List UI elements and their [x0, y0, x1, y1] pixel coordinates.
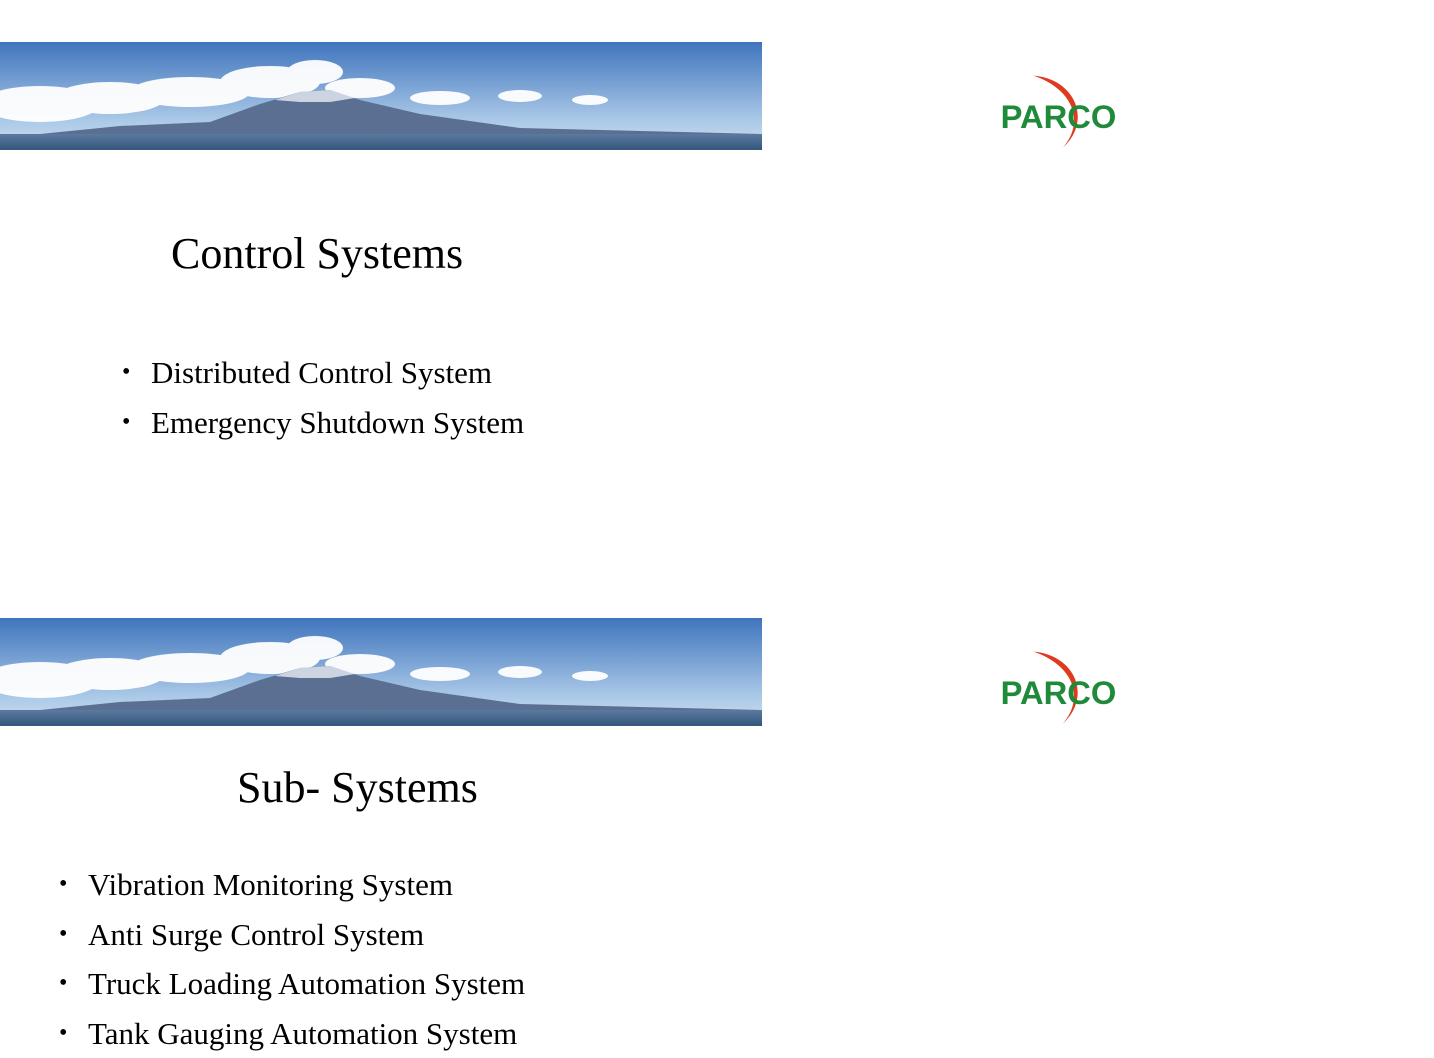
bullet-icon: • [122, 398, 130, 448]
bullet-icon: • [59, 860, 67, 910]
bullet-text: Distributed Control System [151, 355, 492, 390]
parco-logo [672, 56, 744, 122]
svg-text:PARCO: PARCO [1001, 674, 1117, 711]
bullet-item [122, 348, 524, 398]
bullet-item [59, 860, 525, 910]
slide-control-systems [0, 0, 768, 576]
bullet-list [59, 860, 525, 1058]
mountain-landscape-image [0, 42, 762, 150]
bullet-item [122, 398, 524, 448]
slide-title: Control Systems [171, 232, 463, 276]
slide-header-banner [0, 618, 762, 726]
bullet-text: Anti Surge Control System [88, 917, 424, 952]
bullet-text: Emergency Shutdown System [151, 405, 524, 440]
bullet-list [122, 348, 524, 447]
bullet-item [59, 959, 525, 1009]
bullet-text: Truck Loading Automation System [88, 966, 525, 1001]
slide-title: Sub- Systems [237, 766, 478, 810]
bullet-text: Vibration Monitoring System [88, 867, 453, 902]
svg-text:PARCO: PARCO [1001, 98, 1117, 135]
bullet-icon: • [122, 348, 130, 398]
bullet-item [59, 910, 525, 960]
bullet-icon: • [59, 1009, 67, 1058]
parco-logo [672, 632, 744, 698]
bullet-icon: • [59, 959, 67, 1009]
bullet-item [59, 1009, 525, 1058]
slide-sub-systems [0, 576, 768, 1024]
mountain-landscape-image [0, 618, 762, 726]
slide-header-banner [0, 42, 762, 150]
bullet-text: Tank Gauging Automation System [88, 1016, 517, 1051]
bullet-icon: • [59, 910, 67, 960]
